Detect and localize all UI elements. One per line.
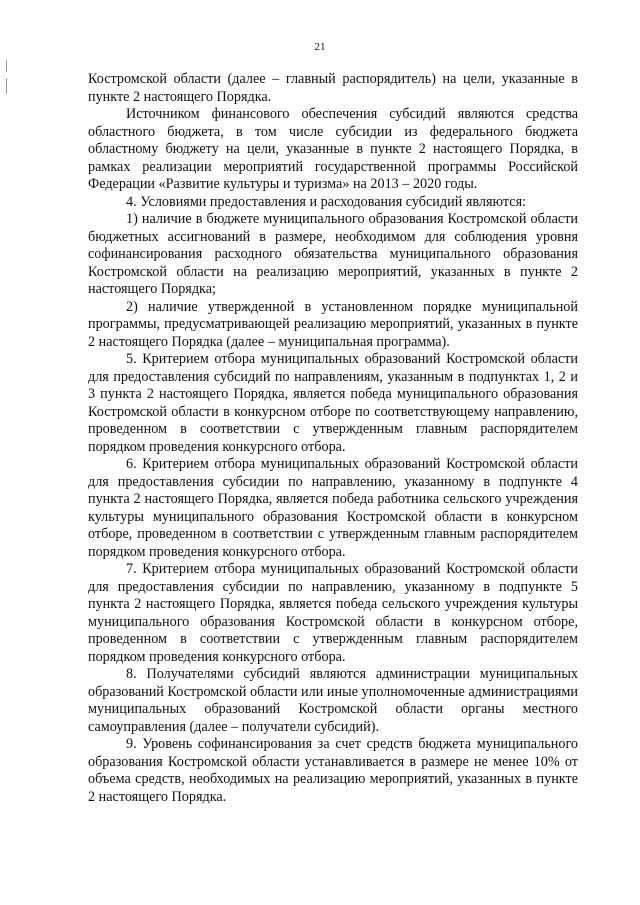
- paragraph-item-8: 8. Получателями субсидий являются администрации муниципальных образований Костромской области или иные уполномоченные администрациями муниципальных образований Костромской области органы местного самоуправления (далее – получатели субсидий).: [88, 666, 578, 735]
- paragraph-item-6: 6. Критерием отбора муниципальных образований Костромской области для предоставления субсидии по направлению, указанному в подпункте 4 пункта 2 настоящего Порядка, является победа работника сельского учреждения культуры муниципального образования Костромской области в конкурсном отборе, проведенном в соответствии с утвержденным главным распорядителем порядком проведения конкурсного отбора.: [88, 456, 578, 560]
- paragraph-item-7: 7. Критерием отбора муниципальных образований Костромской области для предоставления субсидии по направлению, указанному в подпункте 5 пункта 2 настоящего Порядка, является победа сельского учреждения культуры муниципального образования Костромской области в конкурсном отборе, проведенном в соответствии с утвержденным главным распорядителем порядком проведения конкурсного отбора.: [88, 561, 578, 665]
- paragraph-item-4-1: 1) наличие в бюджете муниципального образования Костромской области бюджетных ассигнований в размере, необходимом для соблюдения уровня софинансирования расходного обязательства муниципального образования Костромской области на реализацию мероприятий, указанных в пункте 2 настоящего Порядка;: [88, 211, 578, 297]
- paragraph-item-5: 5. Критерием отбора муниципальных образований Костромской области для предоставления субсидий по направлениям, указанным в подпунктах 1, 2 и 3 пункта 2 настоящего Порядка, является победа муниципального образования Костромской области в конкурсном отборе по соответствующему направлению, проведенном в соответствии с утвержденным главным распорядителем порядком проведения конкурсного отбора.: [88, 351, 578, 455]
- document-body: [88, 71, 578, 806]
- paragraph-continuation: Костромской области (далее – главный распорядитель) на цели, указанные в пункте 2 настоящего Порядка.: [88, 71, 578, 105]
- binding-edge-mark: [6, 60, 7, 72]
- page-number: 21: [314, 41, 326, 53]
- binding-edge-mark: [6, 78, 7, 94]
- paragraph-item-9: 9. Уровень софинансирования за счет средств бюджета муниципального образования Костромской области устанавливается в размере не менее 10% от объема средств, необходимых на реализацию мероприятий, указанных в пункте 2 настоящего Порядка.: [88, 736, 578, 805]
- paragraph-funding-source: Источником финансового обеспечения субсидий являются средства областного бюджета, в том числе субсидии из федерального бюджета областному бюджету на цели, указанные в пункте 2 настоящего Порядка, в рамках реализации мероприятий государственной программы Российской Федерации «Развитие культуры и туризма» на 2013 – 2020 годы.: [88, 106, 578, 192]
- paragraph-item-4: 4. Условиями предоставления и расходования субсидий являются:: [126, 193, 527, 210]
- paragraph-item-4-2: 2) наличие утвержденной в установленном порядке муниципальной программы, предусматривающей реализацию мероприятий, указанных в пункте 2 настоящего Порядка (далее – муниципальная программа).: [88, 298, 578, 350]
